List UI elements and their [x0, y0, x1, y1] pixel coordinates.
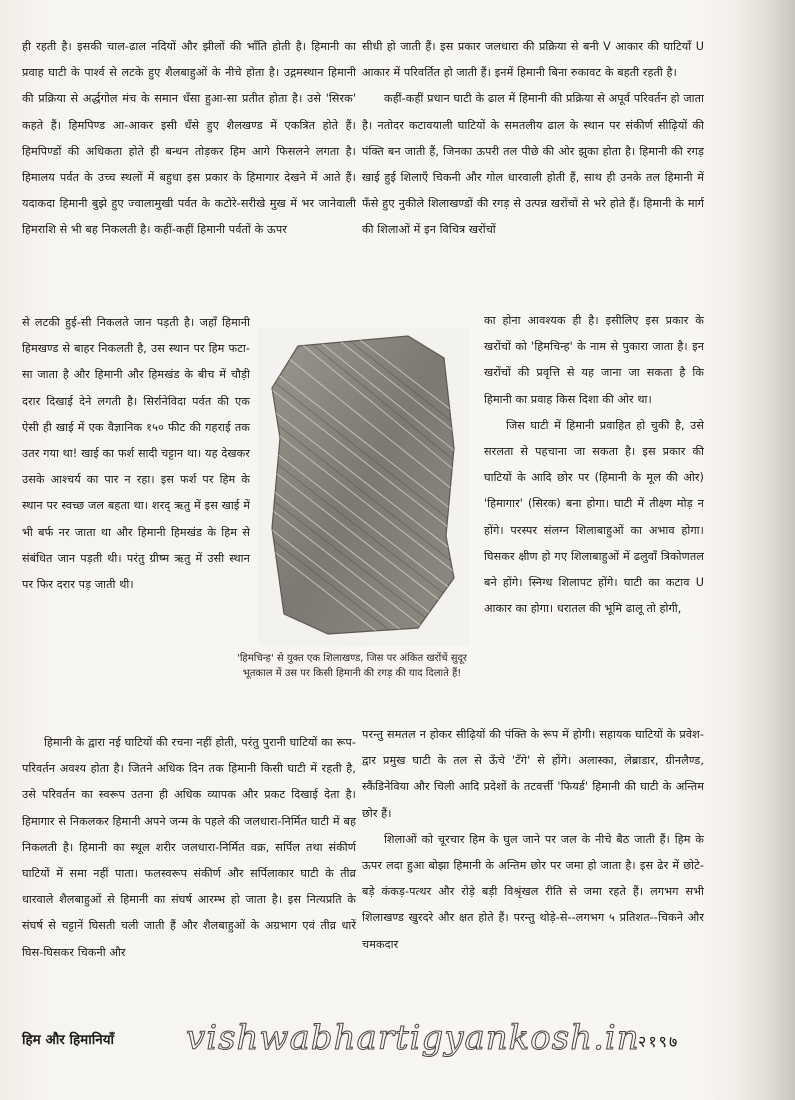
paragraph: जिस घाटी में हिमानी प्रवाहित हो चुकी है, उसे सरलता से पहचाना जा सकता है। इस प्रकार की घाटियों के आदि छोर पर (हिमानी के मूल की ओर) 'हिमागार' (सिरक) बना होगा। घाटी में तीक्ष्ण मोड़ न होंगे। परस्पर संलग्न शिलाबाहुओं का अभाव होगा। घिसकर क्षीण हो गए शिलाबाहुओं में ढलुवाँ त्रिकोणतल बने होंगे। स्निग्ध शिलापट होंगे। घाटी का कटाव U आकार का होगा। धरातल की भूमि ढालू तो होगी,: [484, 418, 704, 616]
figure-caption: 'हिमचिन्ह' से युक्त एक शिलाखण्ड, जिस पर अंकित खरोंचें सुदूर भूतकाल में उस पर किसी हिमानी की रगड़ की याद दिलाते हैं!: [237, 653, 467, 679]
paragraph: ही रहती है। इसकी चाल-ढाल नदियों और झीलों की भाँति होती है। हिमानी का प्रवाह घाटी के पार्श्व से लटके हुए शैलबाहुओं के नीचे होता है। उद्गमस्थान हिमानी की प्रक्रिया से अर्द्धगोल मंच के समान धँसा हुआ-सा प्रतीत होता है। उसे 'सिरक' कहते हैं। हिमपिण्ड आ-आकर इसी धँसे हुए शैलखण्ड में एकत्रित होते हैं। हिमपिण्डों की अधिकता होते ही बन्धन तोड़कर हिम आगे फिसलने लगता है। हिमालय पर्वत के उच्च स्थलों में बहुधा इस प्रकार के हिमागार देखने में आते हैं। यदाकदा हिमानी बुझे हुए ज्वालामुखी पर्वत के कटोरे-सरीखे मुख में भर जानेवाली हिमराशि से भी बह निकलती है। कहीं-कहीं हिमानी पर्वतों के ऊपर: [22, 40, 356, 237]
paragraph: शिलाओं को चूरचार हिम के घुल जाने पर जल के नीचे बैठ जाती हैं। हिम के ऊपर लदा हुआ बोझा हिमानी के अन्तिम छोर पर जमा हो जाता है। इस ढेर में छोटे-बड़े कंकड़-पत्थर और रोड़े बड़ी विश्रृंखल रीति से जमा रहते हैं। लगभग सभी शिलाखण्ड खुरदरे और क्षत होते हैं। परन्तु थोड़े-से--लगभग ५ प्रतिशत--चिकने और चमकदार: [362, 832, 704, 951]
paragraph: कहीं-कहीं प्रधान घाटी के ढाल में हिमानी की प्रक्रिया से अपूर्व परिवर्तन हो जाता है। नतोदर कटावयाली घाटियों के समतलीय ढाल के स्थान पर संकीर्ण सीढ़ियों की पंक्ति बन जाती हैं, जिनका ऊपरी तल पीछे की ओर झुका होता है। हिमानी की रगड़ खाई हुई शिलाएँ चिकनी और गोल धारवाली होती हैं, साथ ही उनके तल हिमानी में फँसे हुए नुकीले शिलाखण्डों की रगड़ से उत्पन्न खरोंचों से भरे होते हैं। हिमानी के मार्ग की शिलाओं में इन विचित्र खरोंचों: [362, 92, 704, 237]
paragraph: से लटकी हुई-सी निकलते जान पड़ती है। जहाँ हिमानी हिमखण्ड से बाहर निकलती है, उस स्थान पर हिम फटा-सा जाता है और हिमानी और हिमखंड के बीच में चौड़ी दरार दिखाई देने लगती है। सिर्रानेविदा पर्वत की एक ऐसी ही खाई में एक वैज्ञानिक १५० फीट की गहराई तक उतर गया था! खाई का फर्श सादी चट्टान था। यह देखकर उसके आश्चर्य का पार न रहा। इस फर्श पर हिम के स्थान पर स्वच्छ जल बहता था। शरद् ऋतु में इस खाई में भी बर्फ नर जाता था और हिमानी हिमखंड के हिम से संबंधित जान पड़ती थी। परंतु ग्रीष्म ऋतु में उसी स्थान पर फिर दरार पड़ जाती थी।: [22, 316, 250, 592]
right-column-beside-figure: [484, 308, 704, 622]
page-binding-shadow: [733, 0, 795, 1100]
paragraph: परन्तु समतल न होकर सीढ़ियों की पंक्ति के रूप में होगी। सहायक घाटियों के प्रवेश-द्वार प्रमुख घाटी के तल से ऊँचे 'टँगे' से होंगे। अलास्का, लेब्राडार, ग्रीनलैण्ड, स्कैंडिनेविया और चिली आदि प्रदेशों के तटवर्त्ती 'फियर्ड' हिमानी की घाटी के अन्तिम छोर हैं।: [362, 728, 704, 820]
paragraph: का होना आवश्यक ही है। इसीलिए इस प्रकार के खरोंचों को 'हिमचिन्ह' के नाम से पुकारा जाता है। इन खरोंचों की प्रवृत्ति से यह जाना जा सकता है कि हिमानी का प्रवाह किस दिशा की ओर था।: [484, 314, 704, 406]
striated-rock-figure: [258, 328, 470, 646]
running-footer-title: हिम और हिमानियाँ: [22, 1032, 115, 1048]
striated-boulder-photo: [258, 328, 470, 646]
left-column-top: [22, 34, 356, 244]
right-column-bottom: [362, 722, 704, 958]
right-column-top: [362, 34, 704, 244]
paragraph: सीधी हो जाती हैं। इस प्रकार जलधारा की प्रक्रिया से बनी V आकार की घाटियाँ U आकार में परिवर्तित हो जाती हैं। इनमें हिमानी बिना रुकावट के बहती रहती है।: [362, 40, 704, 80]
left-column-beside-figure: [22, 310, 250, 598]
page-number: २१९७: [638, 1032, 680, 1051]
site-watermark: vishwabhartigyankosh.in: [186, 1018, 640, 1058]
left-column-bottom: [22, 730, 356, 966]
paragraph: हिमानी के द्वारा नई घाटियों की रचना नहीं होती, परंतु पुरानी घाटियों का रूप-परिवर्तन अवश्य होता है। जितने अधिक दिन तक हिमानी किसी घाटी में रहती है, उसे परिवर्तन का स्वरूप उतना ही अधिक व्यापक और प्रकट दिखाई देता है। हिमागार से निकलकर हिमानी अपने जन्म के पहले की जलधारा-निर्मित घाटी में बह निकलती है। हिमानी का स्थूल शरीर जलधारा-निर्मित वक्र, सर्पिल तथा संकीर्ण घाटियों में समा नहीं पाता। फलस्वरूप संकीर्ण और सर्पिलाकार घाटी के तीव्र धारवाले शैलबाहुओं से हिमानी का संघर्ष आरम्भ हो जाता है। इस नित्यप्रति के संघर्ष से चट्टानें घिसती चली जाती हैं और शैलबाहुओं के अग्रभाग एवं तीव्र धारें घिस-घिसकर चिकनी और: [22, 736, 356, 959]
